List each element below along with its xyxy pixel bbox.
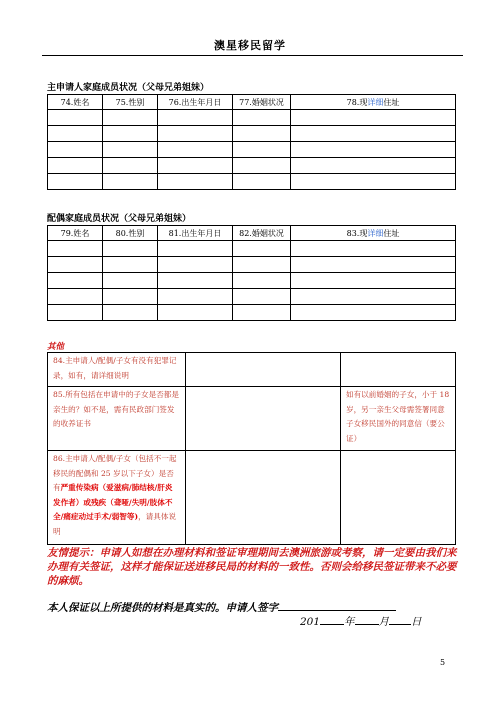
question-85: 85.所有包括在申请中的子女是否都是亲生的？如不是，需有民政部门签发的收养证书 <box>48 387 186 451</box>
date-year-field[interactable] <box>320 614 344 625</box>
table-cell[interactable] <box>158 142 233 158</box>
table-cell[interactable] <box>233 289 291 305</box>
question-86-text: 86.主申请人/配偶/子女（包括不一起移民的配偶和 25 岁以下子女）是否有 <box>53 454 177 492</box>
question-85-row <box>48 387 456 451</box>
question-84: 84.主申请人/配偶/子女有没有犯罪记录，如有，请详细说明 <box>48 353 186 387</box>
table-cell[interactable] <box>291 174 456 190</box>
table-cell[interactable] <box>48 142 103 158</box>
date-year-prefix: 201 <box>300 616 321 628</box>
other-questions-table <box>47 352 456 545</box>
date-year-label: 年 <box>344 616 355 628</box>
question-86 <box>48 451 186 545</box>
table-cell[interactable] <box>233 305 291 321</box>
table-row[interactable] <box>48 289 456 305</box>
page-header-title: 澳星移民留学 <box>214 39 286 52</box>
date-month-label: 月 <box>378 616 390 628</box>
declaration <box>47 600 396 615</box>
table-cell[interactable] <box>233 142 291 158</box>
table-cell[interactable] <box>291 257 456 273</box>
column-header: 74.姓名 <box>48 95 103 110</box>
table-cell[interactable] <box>233 174 291 190</box>
table-cell[interactable] <box>48 273 103 289</box>
header-divider <box>42 55 463 56</box>
table-cell[interactable] <box>158 174 233 190</box>
date-day-label: 日 <box>411 616 422 628</box>
table-cell[interactable] <box>291 110 456 126</box>
table-cell[interactable] <box>48 305 103 321</box>
answer-86-field[interactable] <box>186 451 341 545</box>
spouse-family-table <box>47 225 456 321</box>
table-cell[interactable] <box>291 126 456 142</box>
table-cell[interactable] <box>233 158 291 174</box>
column-header: 77.婚姻状况 <box>233 95 291 110</box>
column-header: 76.出生年月日 <box>158 95 233 110</box>
friendly-tips: 友情提示：申请人如想在办理材料和签证审理期间去澳洲旅游或考察，请一定要由我们来办理有关签证，这样才能保证送进移民局的材料的一致性。否则会给移民签证带来不必要的麻烦。 <box>47 547 457 587</box>
address-highlight: 详细 <box>367 228 384 238</box>
table-cell[interactable] <box>103 142 158 158</box>
table-cell[interactable] <box>103 174 158 190</box>
answer-84-extra-field[interactable] <box>341 353 456 387</box>
table-cell[interactable] <box>291 241 456 257</box>
table-cell[interactable] <box>158 126 233 142</box>
main-family-table <box>47 94 456 190</box>
address-suffix: 住址 <box>383 228 400 238</box>
table-cell[interactable] <box>291 142 456 158</box>
table-cell[interactable] <box>291 305 456 321</box>
table-cell[interactable] <box>103 158 158 174</box>
table-cell[interactable] <box>48 110 103 126</box>
table-cell[interactable] <box>233 257 291 273</box>
table-row[interactable] <box>48 257 456 273</box>
table-cell[interactable] <box>158 305 233 321</box>
column-header: 82.婚姻状况 <box>233 226 291 241</box>
table-cell[interactable] <box>158 158 233 174</box>
table-cell[interactable] <box>103 305 158 321</box>
column-header: 81.出生年月日 <box>158 226 233 241</box>
question-85-note: 如有以前婚姻的子女，小于 18 岁，另一亲生父母需签署同意子女移民国外的同意信（要公证） <box>341 387 456 451</box>
table-cell[interactable] <box>233 110 291 126</box>
table-cell[interactable] <box>48 241 103 257</box>
table-cell[interactable] <box>103 257 158 273</box>
declaration-text: 本人保证以上所提供的材料是真实的。申请人签字 <box>47 602 278 614</box>
column-header <box>291 226 456 241</box>
column-header: 79.姓名 <box>48 226 103 241</box>
question-86-row <box>48 451 456 545</box>
table-row[interactable] <box>48 273 456 289</box>
table-row[interactable] <box>48 241 456 257</box>
question-86-tail: ，请具体说明 <box>53 512 177 536</box>
table-row[interactable] <box>48 110 456 126</box>
date-day-field[interactable] <box>389 614 411 625</box>
question-86-emphasis: 严重传染病（爱滋病/肺结核/肝炎发作者）或残疾（聋哑/失明/肢体不全/痛症动过手术/弱智等) <box>53 483 173 521</box>
address-prefix: 83.现 <box>346 228 368 238</box>
table-cell[interactable] <box>158 110 233 126</box>
table-cell[interactable] <box>48 257 103 273</box>
table-row[interactable] <box>48 174 456 190</box>
answer-84-field[interactable] <box>186 353 341 387</box>
table-row[interactable] <box>48 126 456 142</box>
table-header-row <box>48 95 456 110</box>
table-cell[interactable] <box>48 289 103 305</box>
table-cell[interactable] <box>233 126 291 142</box>
column-header: 75.性别 <box>103 95 158 110</box>
column-header <box>291 95 456 110</box>
other-section-label: 其他 <box>47 342 65 352</box>
table-row[interactable] <box>48 142 456 158</box>
main-family-section-title: 主申请人家庭成员状况（父母兄弟姐妹） <box>47 83 210 93</box>
table-cell[interactable] <box>291 273 456 289</box>
table-cell[interactable] <box>158 241 233 257</box>
address-prefix: 78.现 <box>346 97 368 107</box>
answer-86-extra-field[interactable] <box>341 451 456 545</box>
table-cell[interactable] <box>48 158 103 174</box>
address-suffix: 住址 <box>383 97 400 107</box>
table-cell[interactable] <box>158 273 233 289</box>
table-cell[interactable] <box>291 158 456 174</box>
table-cell[interactable] <box>233 273 291 289</box>
table-cell[interactable] <box>291 289 456 305</box>
table-cell[interactable] <box>158 289 233 305</box>
spouse-family-section-title: 配偶家庭成员状况（父母兄弟姐妹） <box>47 214 192 224</box>
table-cell[interactable] <box>103 110 158 126</box>
page-number: 5 <box>440 658 446 667</box>
table-row[interactable] <box>48 305 456 321</box>
table-cell[interactable] <box>103 273 158 289</box>
question-84-row <box>48 353 456 387</box>
signature-field[interactable] <box>278 600 396 611</box>
table-cell[interactable] <box>233 241 291 257</box>
table-cell[interactable] <box>103 126 158 142</box>
table-cell[interactable] <box>158 257 233 273</box>
table-header-row <box>48 226 456 241</box>
table-row[interactable] <box>48 158 456 174</box>
table-cell[interactable] <box>48 174 103 190</box>
column-header: 80.性别 <box>103 226 158 241</box>
date-month-field[interactable] <box>355 614 379 625</box>
address-highlight: 详细 <box>367 97 384 107</box>
table-cell[interactable] <box>103 241 158 257</box>
answer-85-field[interactable] <box>186 387 341 451</box>
date-line <box>300 614 422 629</box>
table-cell[interactable] <box>48 126 103 142</box>
table-cell[interactable] <box>103 289 158 305</box>
